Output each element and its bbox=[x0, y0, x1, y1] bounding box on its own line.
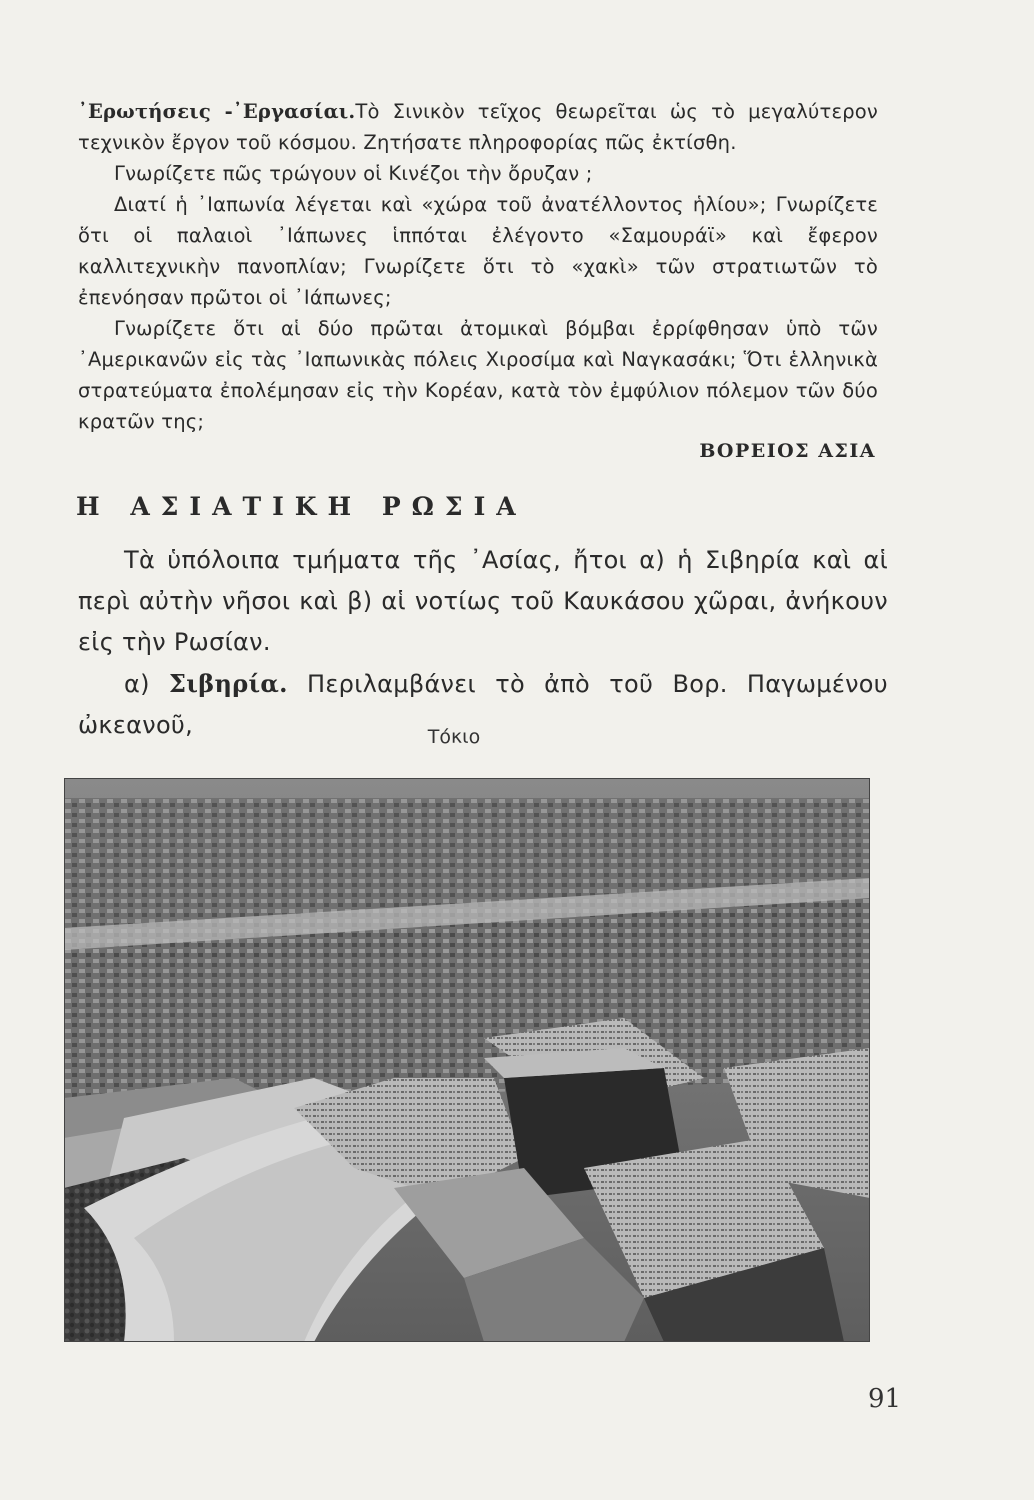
body-paragraph-1: Τὰ ὑπόλοιπα τμήματα τῆς ᾿Ασίας, ἤτοι α) ἡ Σιβηρία καὶ αἱ περὶ αὐτὴν νῆσοι καὶ β) αἱ νοτίως τοῦ Καυκάσου χῶραι, ἀνήκουν εἰς τὴν Ρωσίαν. bbox=[78, 546, 888, 656]
photo-caption: Τόκιο bbox=[427, 726, 481, 748]
body-text bbox=[78, 540, 888, 746]
body-paragraph-2-text: Περιλαμβάνει τὸ ἀπὸ τοῦ Βορ. Παγωμένου ὠκεανοῦ, bbox=[78, 670, 888, 739]
body-prefix: α) bbox=[124, 670, 170, 698]
region-label: ΒΟΡΕΙΟΣ ΑΣΙΑ bbox=[699, 440, 876, 462]
questions-paragraph-4: Γνωρίζετε ὅτι αἱ δύο πρῶται ἀτομικαὶ βόμβαι ἐρρίφθησαν ὑπὸ τῶν ᾿Αμερικανῶν εἰς τὰς ᾿Ιαπωνικὰς πόλεις Χιροσίμα καὶ Ναγκασάκι; Ὅτι ἑλληνικὰ στρατεύματα ἐπολέμησαν εἰς τὴν Κορέαν, κατὰ τὸν ἐμφύλιον πόλεμον τῶν δύο κρατῶν της; bbox=[78, 317, 878, 433]
questions-paragraph-3: Διατί ἡ ᾿Ιαπωνία λέγεται καὶ «χώρα τοῦ ἀνατέλλοντος ἡλίου»; Γνωρίζετε ὅτι οἱ παλαιοὶ ᾿Ιάπωνες ἱππόται ἐλέγοντο «Σαμουράϊ» καὶ ἔφερον καλλιτεχνικὴν πανοπλίαν; Γνωρίζετε ὅτι τὸ «χακὶ» τῶν στρατιωτῶν τὸ ἐπενόησαν πρῶτοι οἱ ᾿Ιάπωνες; bbox=[78, 193, 878, 309]
page-number: 91 bbox=[868, 1384, 902, 1414]
section-title: Η ΑΣΙΑΤΙΚΗ ΡΩΣΙΑ bbox=[76, 492, 527, 521]
tokyo-aerial-illustration bbox=[64, 778, 870, 1342]
questions-text-1: Τὸ Σινικὸν τεῖχος θεωρεῖται ὡς τὸ μεγαλύτερον τεχνικὸν ἔργον τοῦ κόσμου. Ζητήσατε πληροφορίας πῶς ἐκτίσθη. bbox=[78, 100, 879, 154]
tokyo-aerial-photo bbox=[64, 778, 870, 1342]
siberia-heading: Σιβηρία. bbox=[169, 669, 288, 698]
questions-paragraph-2: Γνωρίζετε πῶς τρώγουν οἱ Κινέζοι τὴν ὄρυζαν ; bbox=[114, 162, 593, 185]
questions-section bbox=[78, 96, 878, 437]
questions-paragraph-1 bbox=[78, 96, 878, 158]
questions-heading: ᾿Ερωτήσεις -᾿Εργασίαι. bbox=[78, 100, 356, 123]
